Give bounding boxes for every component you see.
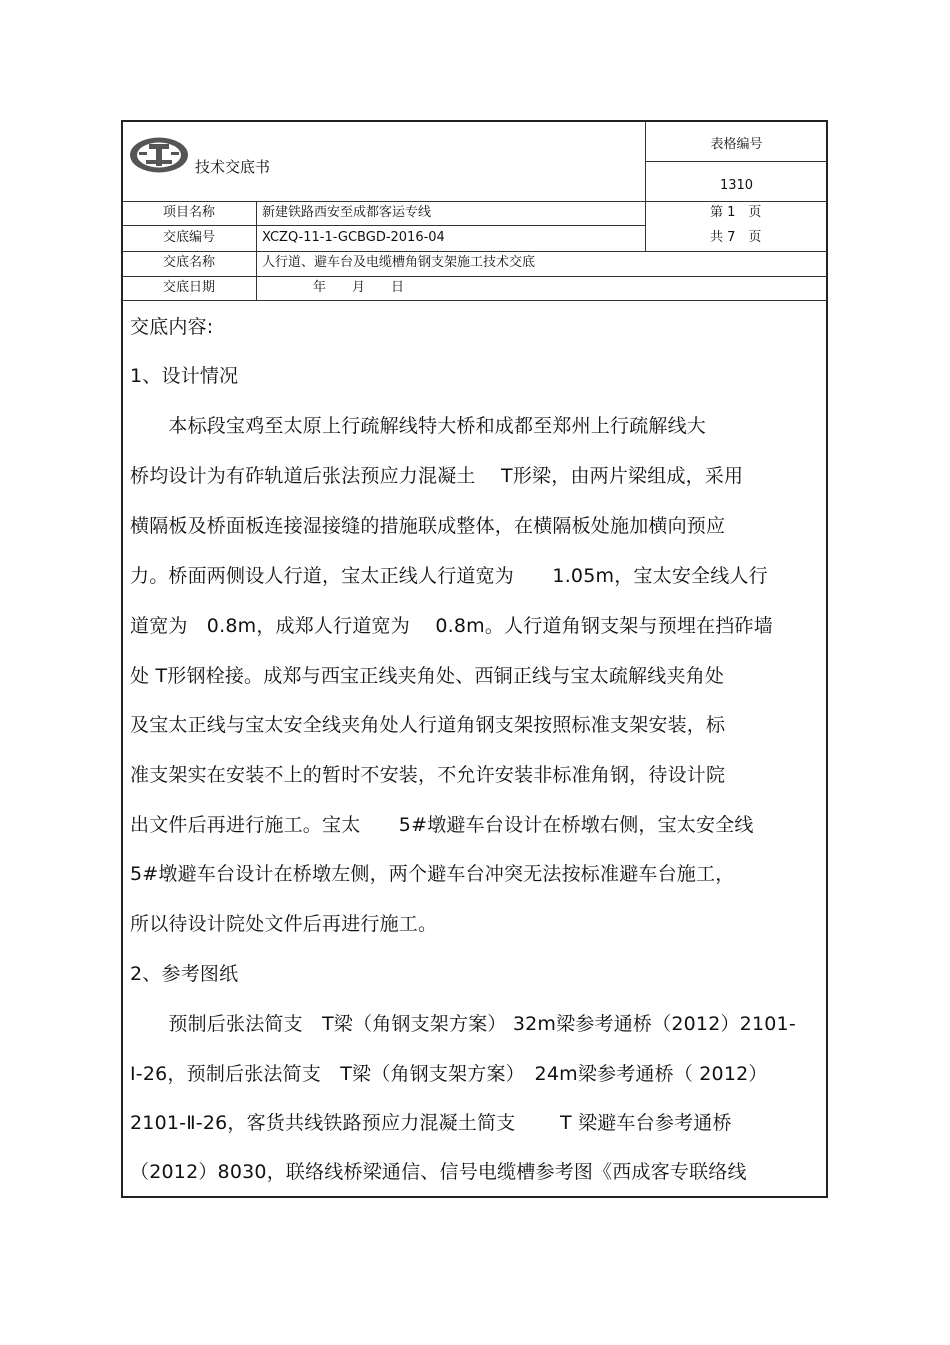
railway-logo-icon [129, 136, 189, 174]
row-line-3 [122, 276, 827, 277]
row-line-4 [122, 300, 827, 301]
date-label: 交底日期 [162, 280, 215, 295]
section-1-title: 1、设计情况 [130, 365, 239, 387]
section-1-line: 本标段宝鸡至太原上行疏解线特大桥和成都至郑州上行疏解线大 [130, 415, 707, 437]
section-1-line: 出文件后再进行施工。宝太 5#墩避车台设计在桥墩右侧，宝太安全线 [130, 814, 754, 836]
content-heading: 交底内容: [130, 316, 214, 338]
briefing-name-label: 交底名称 [162, 255, 215, 270]
section-2-title: 2、参考图纸 [130, 963, 239, 985]
page-total: 共 7 页 [710, 230, 762, 245]
form-no-value: 1310 [719, 178, 754, 193]
section-1-line: 5#墩避车台设计在桥墩左侧，两个避车台冲突无法按标准避车台施工， [130, 863, 735, 885]
section-1-line: 所以待设计院处文件后再进行施工。 [130, 913, 438, 935]
section-2-line: Ⅰ-26，预制后张法简支 T梁（角钢支架方案） 24m梁参考通桥（ 2012） [130, 1063, 768, 1085]
section-1-line: 及宝太正线与宝太安全线夹角处人行道角钢支架按照标准支架安装，标 [130, 714, 726, 736]
section-1-line: 桥均设计为有砟轨道后张法预应力混凝土 T形梁，由两片梁组成，采用 [130, 465, 744, 487]
section-2-line: 预制后张法简支 T梁（角钢支架方案） 32m梁参考通桥（2012）2101- [130, 1013, 796, 1035]
section-2-line: 2101-Ⅱ-26，客货共线铁路预应力混凝土简支 T 梁避车台参考通桥 [130, 1112, 732, 1134]
label-column-line [256, 201, 257, 300]
row-line-2 [122, 251, 827, 252]
date-value: 年 月 日 [313, 280, 405, 295]
briefing-name-value: 人行道、避车台及电缆槽角钢支架施工技术交底 [262, 255, 536, 270]
document-title: 技术交底书 [195, 158, 271, 176]
project-name-value: 新建铁路西安至成都客运专线 [262, 205, 432, 220]
row-line-1 [122, 225, 646, 226]
code-label: 交底编号 [162, 230, 215, 245]
form-no-label: 表格编号 [710, 137, 763, 152]
page-number: 第 1 页 [710, 205, 762, 220]
header-divider [646, 161, 827, 162]
section-1-line: 准支架实在安装不上的暂时不安装，不允许安装非标准角钢，待设计院 [130, 764, 726, 786]
section-1-line: 横隔板及桥面板连接湿接缝的措施联成整体，在横隔板处施加横向预应 [130, 515, 726, 537]
section-1-line: 道宽为 0.8m，成郑人行道宽为 0.8m。人行道角钢支架与预埋在挡砟墙 [130, 615, 773, 637]
section-2-line: （2012）8030，联络线桥梁通信、信号电缆槽参考图《西成客专联络线 [130, 1161, 747, 1183]
section-1-line: 处 T形钢栓接。成郑与西宝正线夹角处、西铜正线与宝太疏解线夹角处 [130, 665, 725, 687]
header-bottom-line [122, 201, 827, 202]
section-1-line: 力。桥面两侧设人行道，宝太正线人行道宽为 1.05m，宝太安全线人行 [130, 565, 768, 587]
project-name-label: 项目名称 [162, 205, 215, 220]
code-value: XCZQ-11-1-GCBGD-2016-04 [262, 230, 445, 245]
